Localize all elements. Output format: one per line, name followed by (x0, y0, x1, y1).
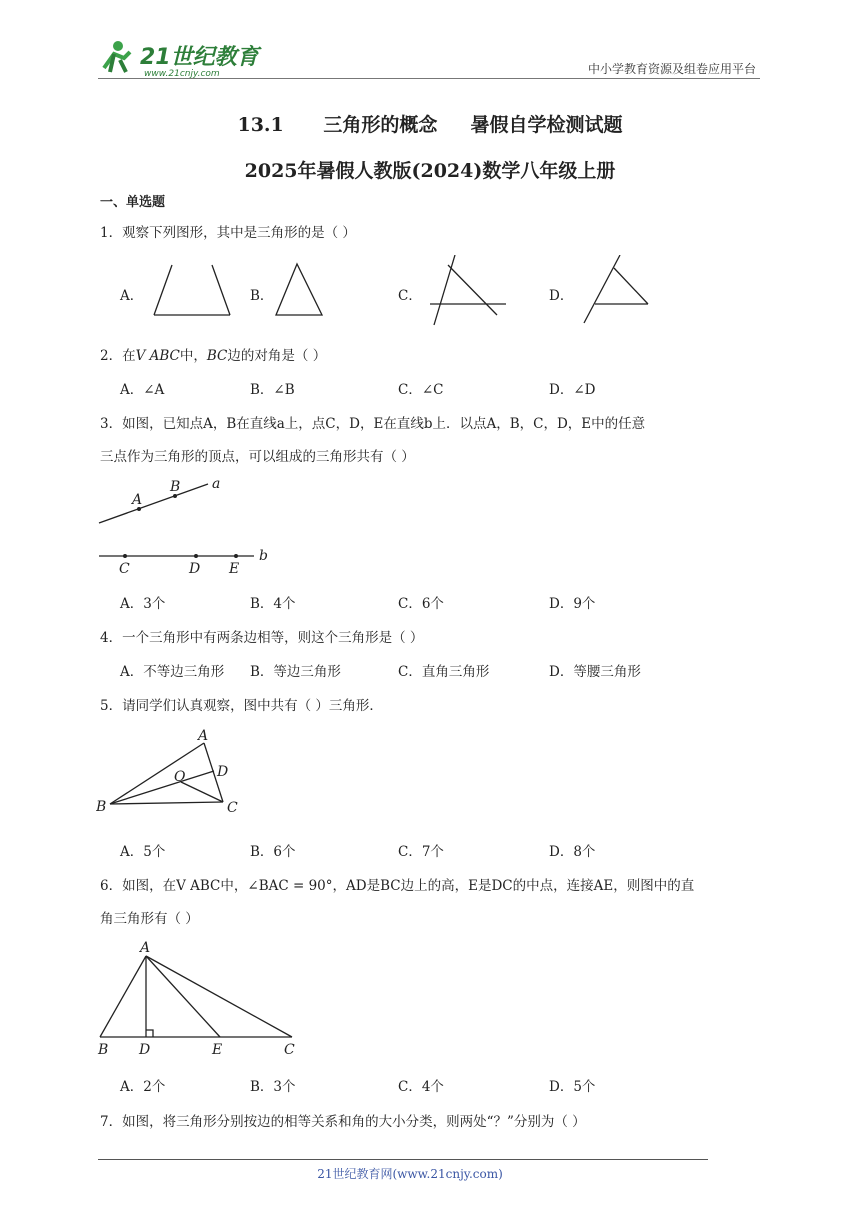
point-d (194, 554, 198, 558)
svg-text:www.21cnjy.com: www.21cnjy.com (144, 69, 220, 78)
q6-stem-line2: 角三角形有（ ） (100, 911, 199, 927)
label-c: C (284, 1042, 295, 1058)
q2-side-label: BC (206, 348, 228, 364)
q3-stem-line1: 3．如图，已知点A，B在直线a上，点C，D，E在直线b上．以点A，B，C，D，E中的任意 (100, 416, 646, 432)
section-heading: 一、单选题 (100, 195, 166, 210)
q6-option-d: D．5个 (549, 1079, 596, 1095)
q4-option-a: A．不等边三角形 (120, 664, 225, 680)
label-e: E (229, 561, 240, 577)
label-a: A (132, 492, 143, 508)
q6-stem-line1: 6．如图，在V ABC中，∠BAC = 90°，AD是BC边上的高，E是DC的中点，连接AE，则图中的直 (100, 878, 695, 894)
q5-option-b: B．6个 (250, 844, 296, 860)
q3-stem-line2: 三点作为三角形的顶点，可以组成的三角形共有（ ） (100, 449, 415, 465)
q2-option-c: C．∠C (398, 382, 444, 398)
q3-option-c: C．6个 (398, 596, 444, 612)
q1-option-d: D． (549, 288, 574, 304)
q1-figure-a (154, 265, 230, 315)
q2-triangle-symbol: V ABC (135, 348, 180, 364)
point-c (123, 554, 127, 558)
line-a (99, 484, 208, 523)
label-b: B (98, 1042, 109, 1058)
label-c: C (119, 561, 130, 577)
point-e (234, 554, 238, 558)
q1-stem: 1．观察下列图形，其中是三角形的是（ ） (100, 225, 356, 241)
label-d: D (189, 561, 201, 577)
q2-option-a: A．∠A (120, 382, 165, 398)
q2-stem-part: 边的对角是（ ） (227, 348, 327, 364)
q5-option-c: C．7个 (398, 844, 444, 860)
q5-figure (96, 724, 256, 820)
q6-option-c: C．4个 (398, 1079, 444, 1095)
label-c: C (227, 800, 238, 816)
q6-figure (96, 936, 306, 1062)
q2-stem (100, 344, 326, 364)
q2-stem-part: 中， (179, 348, 207, 364)
q3-figure (96, 474, 286, 578)
label-line-b: b (259, 548, 268, 564)
header-platform-text: 中小学教育资源及组卷应用平台 (587, 62, 756, 76)
q5-option-a: A．5个 (120, 844, 166, 860)
q1-option-a: A． (120, 288, 144, 304)
q4-option-c: C．直角三角形 (398, 664, 490, 680)
label-a: A (140, 940, 151, 956)
runner-logo-icon (96, 38, 266, 78)
page-title: 13.1 三角形的概念 暑假自学检测试题 (237, 114, 623, 136)
q1-figure-b (276, 264, 322, 315)
q5-option-d: D．8个 (549, 844, 596, 860)
q4-stem: 4．一个三角形中有两条边相等，则这个三角形是（ ） (100, 630, 424, 646)
q1-option-c: C． (398, 288, 422, 304)
q2-stem-part: 2．在 (100, 348, 136, 364)
label-d: D (139, 1042, 151, 1058)
footer-link[interactable]: 21世纪教育网(www.21cnjy.com) (317, 1167, 503, 1181)
page-subtitle: 2025年暑假人教版(2024)数学八年级上册 (244, 160, 616, 182)
q1-option-b: B． (250, 288, 274, 304)
q3-option-b: B．4个 (250, 596, 296, 612)
label-o: O (174, 769, 186, 785)
brand-logo (96, 38, 266, 78)
label-e: E (212, 1042, 223, 1058)
q1-figure-c (430, 255, 506, 325)
label-b: B (170, 479, 181, 495)
q6-option-b: B．3个 (250, 1079, 296, 1095)
q3-option-a: A．3个 (120, 596, 166, 612)
header-divider (98, 78, 760, 79)
q2-option-d: D．∠D (549, 382, 596, 398)
q4-option-b: B．等边三角形 (250, 664, 341, 680)
q5-stem: 5．请同学们认真观察，图中共有（ ）三角形． (100, 698, 383, 714)
q4-option-d: D．等腰三角形 (549, 664, 641, 680)
svg-text:21世纪教育: 21世纪教育 (140, 45, 259, 70)
q6-option-a: A．2个 (120, 1079, 166, 1095)
q1-figures (140, 255, 680, 330)
q3-option-d: D．9个 (549, 596, 596, 612)
label-a: A (198, 728, 209, 744)
q1-figure-d (584, 255, 648, 323)
label-b: B (96, 799, 107, 815)
label-line-a: a (212, 476, 221, 492)
q7-stem: 7．如图，将三角形分别按边的相等关系和角的大小分类，则两处“？”分别为（ ） (100, 1114, 586, 1130)
footer-divider (98, 1159, 708, 1160)
q2-option-b: B．∠B (250, 382, 295, 398)
label-d: D (217, 764, 229, 780)
